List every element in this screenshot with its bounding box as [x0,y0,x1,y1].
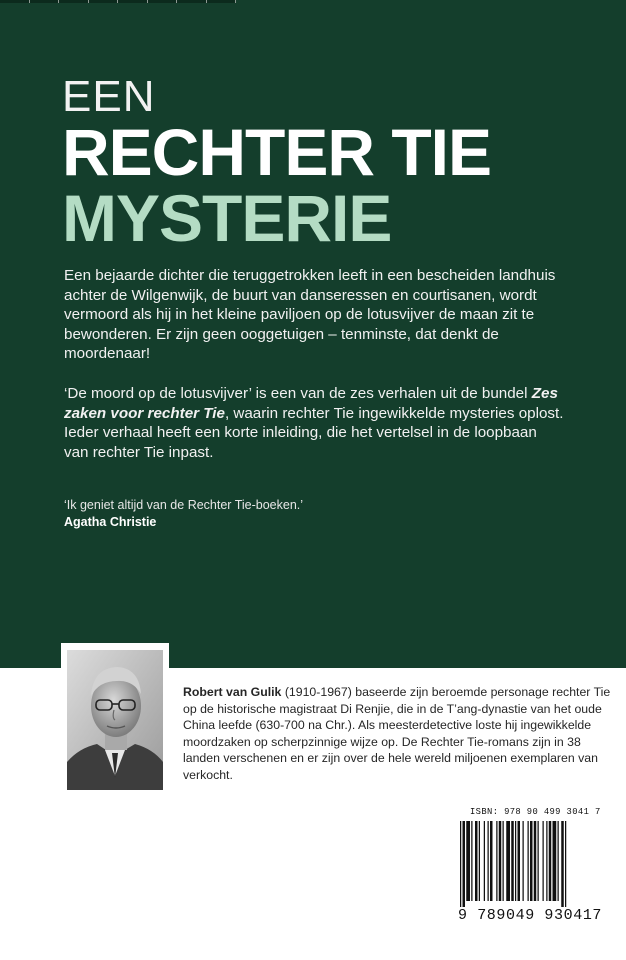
blurb-paragraph-1: Een bejaarde dichter die teruggetrokken leeft in een bescheiden landhuis achter de Wilgenwijk, de buurt van danseressen en courtisanen, wordt vermoord als hij in het kleine paviljoen op de lotusvijver de maan zit te bewonderen. Er zijn geen ooggetuigen – tenminste, dat denkt de moordenaar! [64,267,556,363]
top-edge-strip [0,0,236,3]
isbn-label: ISBN: 978 90 499 3041 7 [470,807,601,817]
title-line-mysterie: MYSTERIE [62,181,392,255]
author-bio [183,684,613,784]
title-line-rechter-tie: RECHTER TIE [62,115,492,189]
isbn-barcode [458,807,618,927]
author-bio-text: (1910-1967) baseerde zijn beroemde personage rechter Tie op de historische magistraat Di Renjie, die in de T’ang-dynastie van het oude China leefde (630-700 na Chr.). Als meesterdetective loste hij ingewikkelde moordzaken op scherpzinnige wijze op. De Rechter Tie-romans zijn in 38 landen verschenen en er zijn over de hele wereld miljoenen exemplaren van verkocht. [183,685,611,782]
blurb-paragraph-2-rest: , waarin rechter Tie ingewikkelde mysteries oplost. Ieder verhaal heeft een korte inleiding, die het vertelsel in de loopbaan van rechter Tie inpast. [64,404,564,461]
author-portrait-photo [67,650,163,790]
author-name: Robert van Gulik [183,685,282,699]
quote-author: Agatha Christie [64,515,157,529]
blurb-paragraph-2-intro: ‘De moord op de lotusvijver’ is een van de zes verhalen uit de bundel [64,385,532,402]
book-title-emphasis: Zes zaken voor rechter Tie [64,385,558,422]
blurb-paragraph-2 [64,384,564,462]
review-quote [64,497,524,531]
quote-text: ‘Ik geniet altijd van de Rechter Tie-boeken.’ [64,498,304,512]
isbn-digits: 9 789049 930417 [458,907,603,924]
title-line-een: EEN [62,72,156,121]
barcode-bars [458,821,618,907]
